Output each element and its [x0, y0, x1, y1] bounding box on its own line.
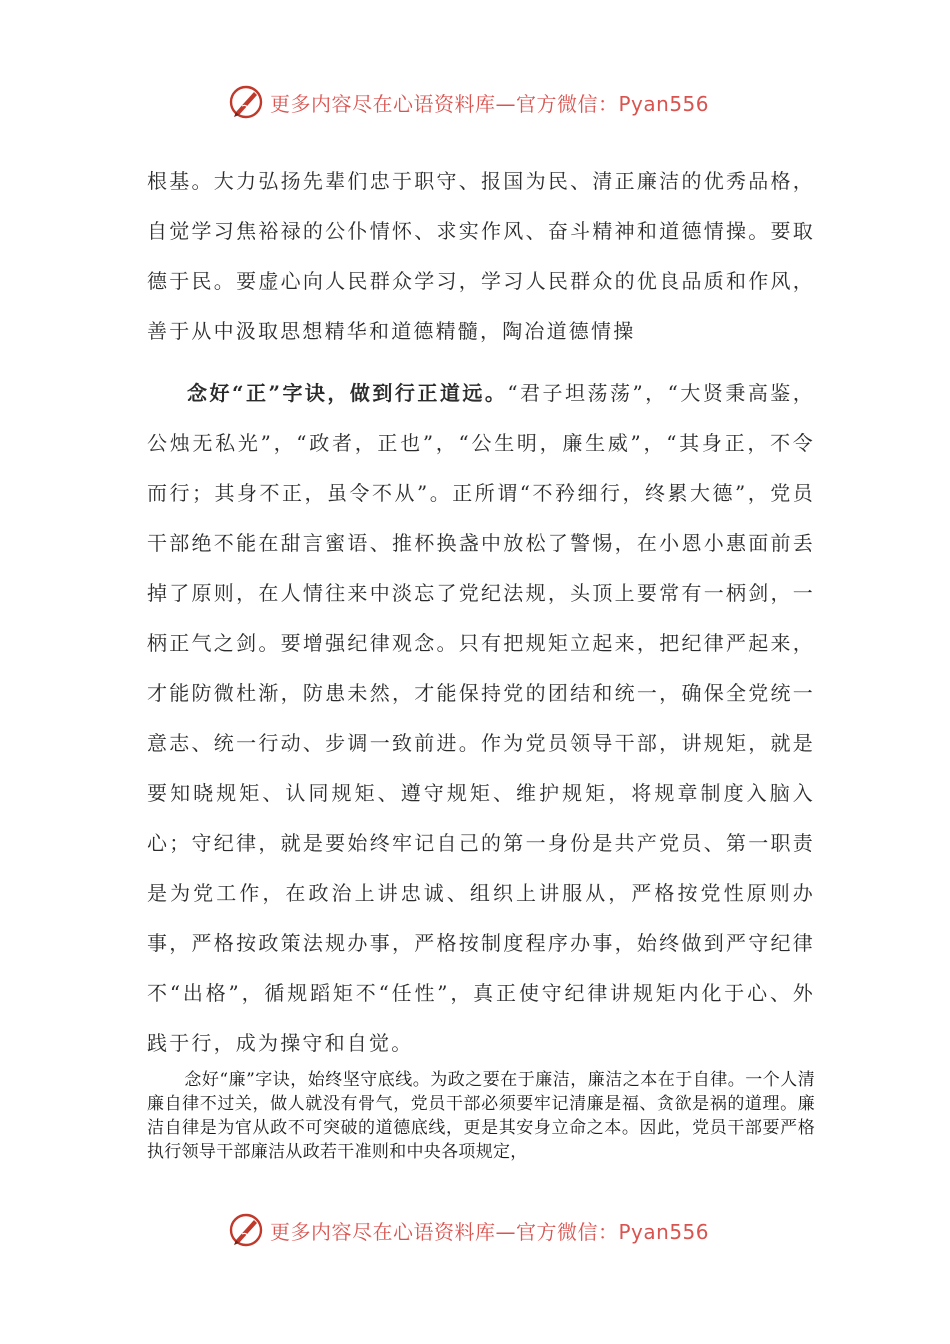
paragraph-1: 根基。大力弘扬先辈们忠于职守、报国为民、清正廉洁的优秀品格，自觉学习焦裕禄的公仆情怀、求实作风、奋斗精神和道德情操。要取德于民。要虚心向人民群众学习，学习人民群众的优良品质和作风，善于从中汲取思想精华和道德精髓，陶冶道德情操 — [147, 169, 815, 343]
paragraph-2-heading: 念好“正”字诀，做到行正道远。 — [187, 381, 508, 405]
pen-logo-icon — [228, 1212, 264, 1248]
paragraph-2-body: “君子坦荡荡”，“大贤秉高鉴，公烛无私光”，“政者，正也”，“公生明，廉生威”，“其身正，不令而行；其身不正，虽令不从”。正所谓“不矜细行，终累大德”，党员干部绝不能在甜言蜜语、推杯换盏中放松了警惕，在小恩小惠面前丢掉了原则，在人情往来中淡忘了党纪法规，头顶上要常有一柄剑，一柄正气之剑。要增强纪律观念。只有把规矩立起来，把纪律严起来，才能防微杜渐，防患未然，才能保持党的团结和统一，确保全党统一意志、统一行动、步调一致前进。作为党员领导干部，讲规矩，就是要知晓规矩、认同规矩、遵守规矩、维护规矩，将规章制度入脑入心；守纪律，就是要始终牢记自己的第一身份是共产党员、第一职责是为党工作，在政治上讲忠诚、组织上讲服从，严格按党性原则办事，严格按政策法规办事，严格按制度程序办事，始终做到严守纪律不“出格”，循规蹈矩不“任性”，真正使守纪律讲规矩内化于心、外践于行，成为操守和自觉。 — [147, 381, 815, 1055]
footer-banner — [228, 1210, 728, 1250]
footer-banner-text: 更多内容尽在心语资料库—官方微信：Pyan556 — [270, 1219, 710, 1244]
header-banner-text: 更多内容尽在心语资料库—官方微信：Pyan556 — [270, 91, 710, 116]
paragraph-2 — [147, 368, 815, 1068]
pen-logo-icon — [228, 84, 264, 120]
header-banner — [228, 82, 728, 122]
document-body — [147, 156, 815, 1068]
paragraph-3: 念好“廉”字诀，始终坚守底线。为政之要在于廉洁，廉洁之本在于自律。一个人清廉自律不过关，做人就没有骨气，党员干部必须要牢记清廉是福、贪欲是祸的道理。廉洁自律是为官从政不可突破的道德底线，更是其安身立命之本。因此，党员干部要严格执行领导干部廉洁从政若干准则和中央各项规定， — [147, 1070, 815, 1162]
